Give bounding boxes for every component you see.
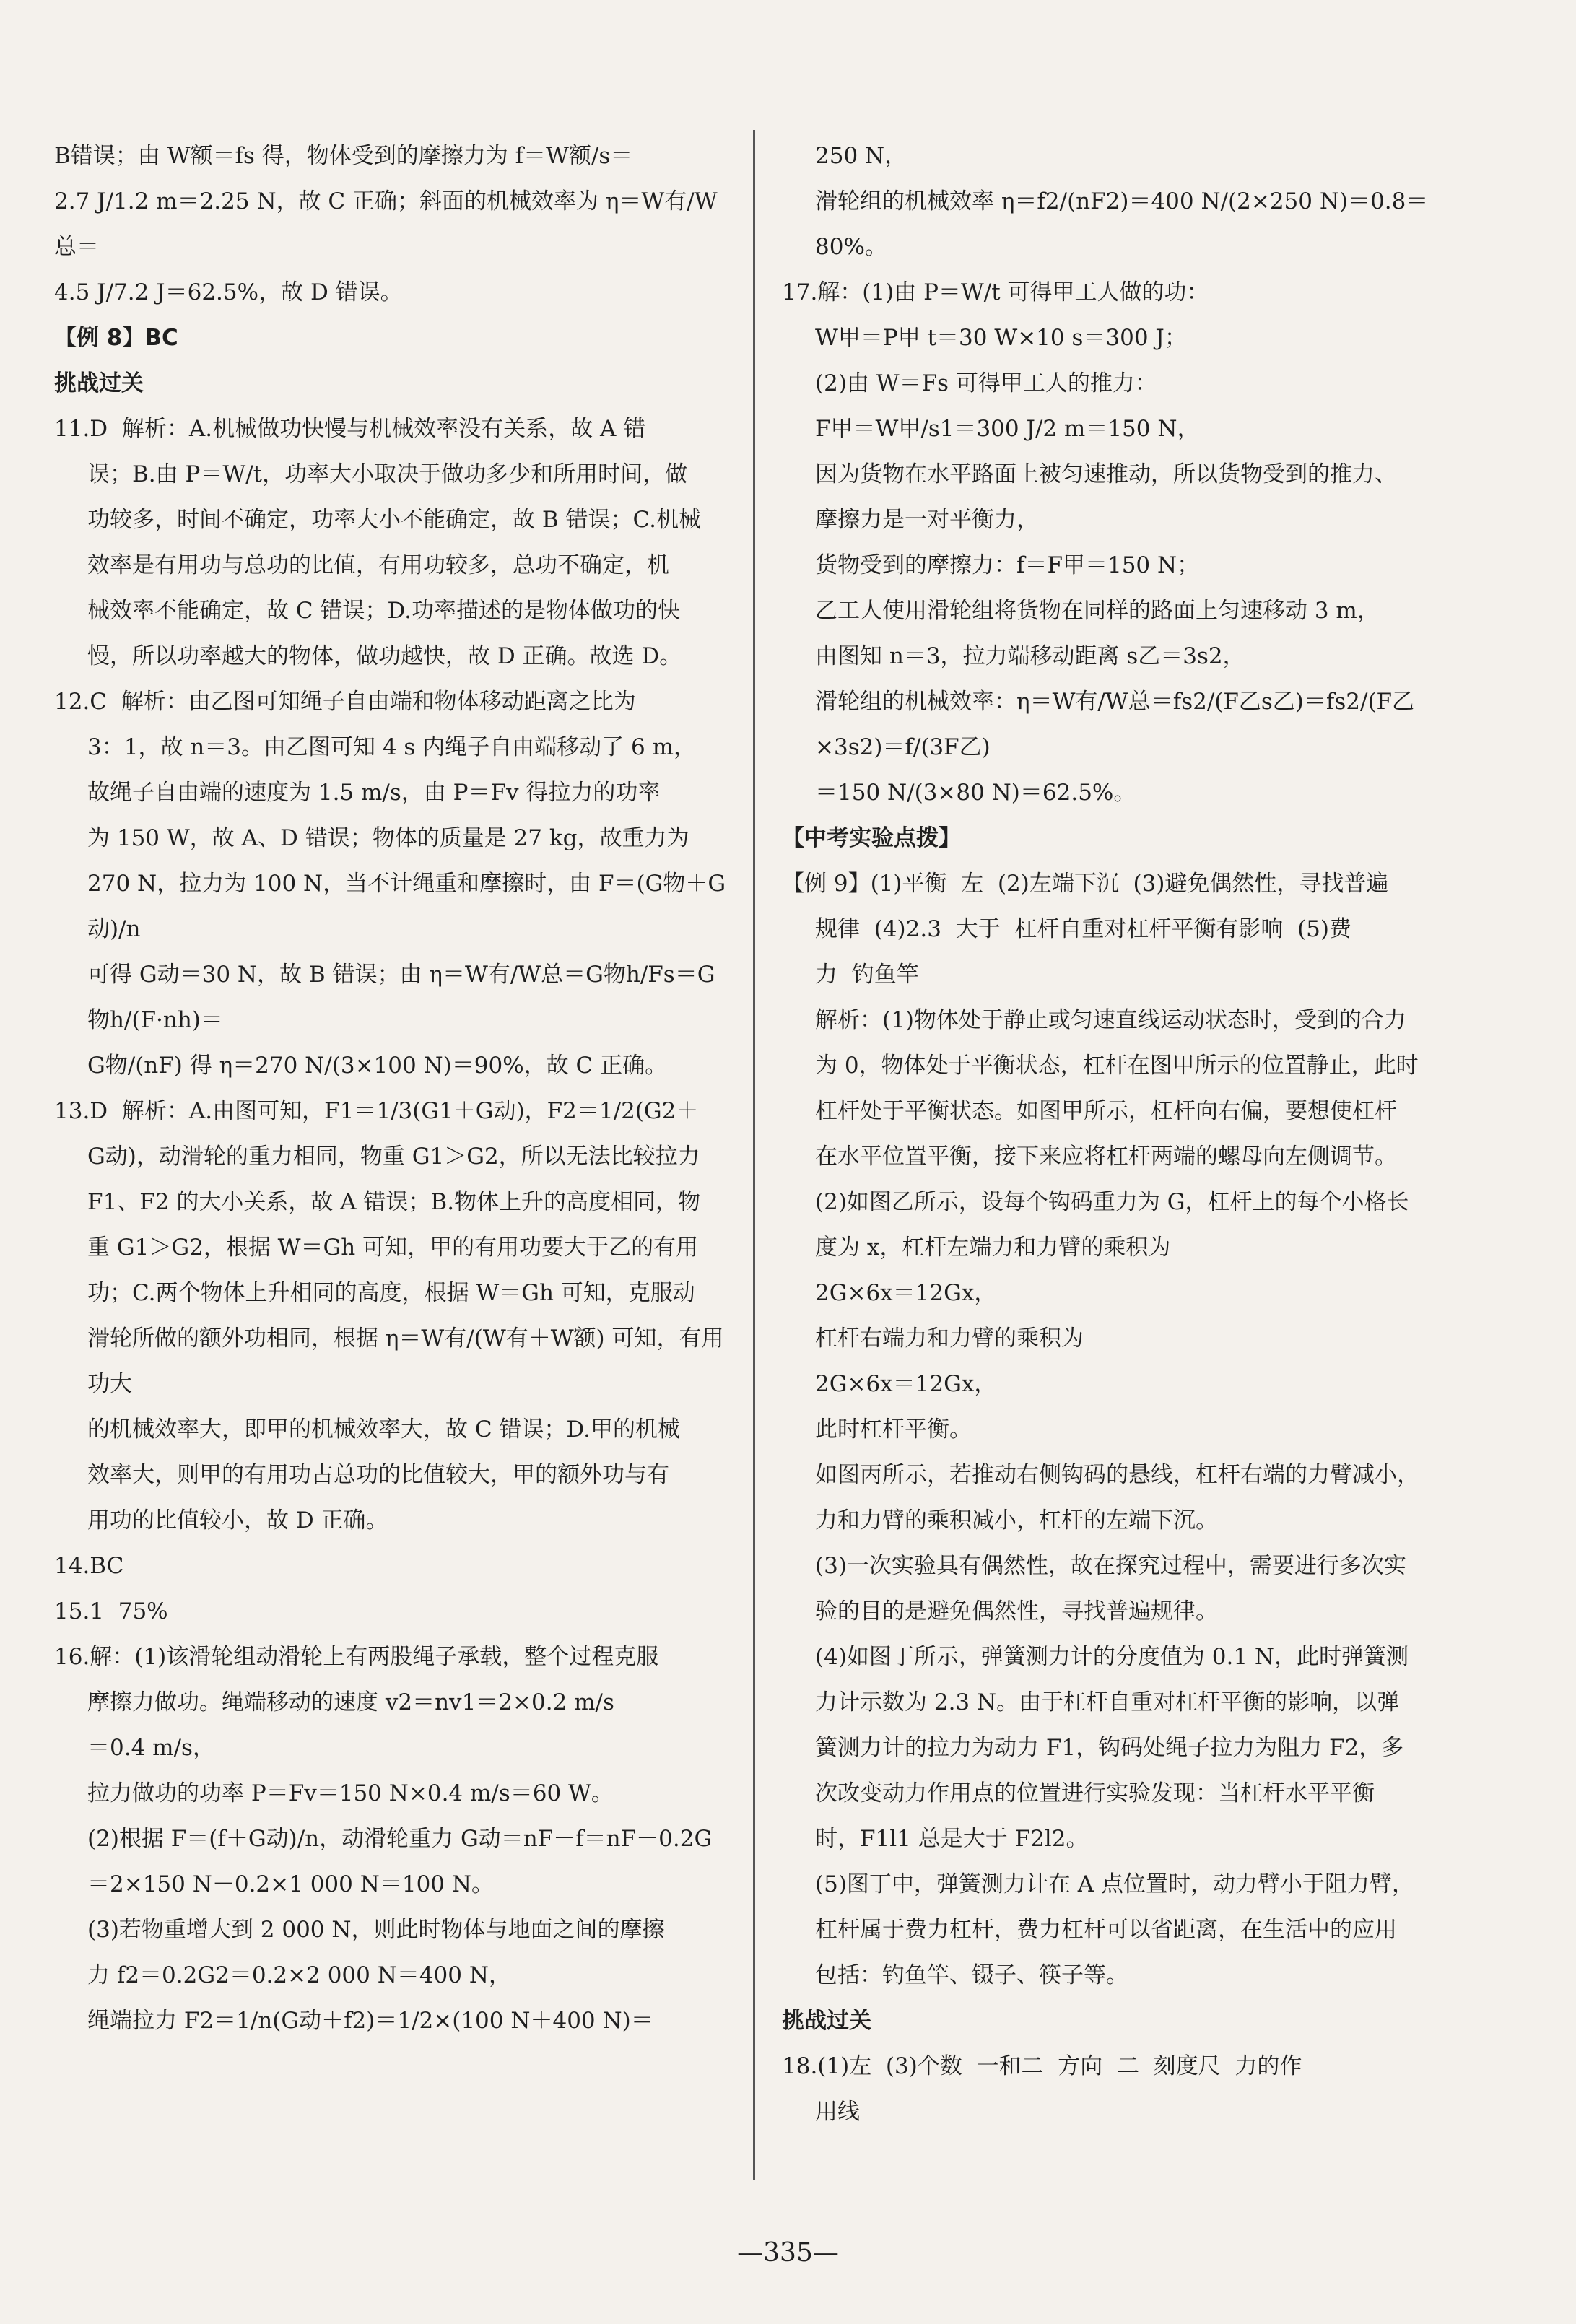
page-number: —335— <box>737 2238 839 2268</box>
text-line: 18.(1)左 (3)个数 一和二 方向 二 刻度尺 力的作 <box>782 2053 1302 2079</box>
text-line: 力和力臂的乘积减小，杠杆的左端下沉。 <box>815 1507 1218 1533</box>
text-line: (2)根据 F＝(f＋G动)/n，动滑轮重力 G动＝nF－f＝nF－0.2G <box>87 1826 713 1852</box>
left-column <box>54 134 727 2044</box>
text-line: 力 钓鱼竿 <box>815 962 919 988</box>
text-line: 解析：(1)物体处于静止或匀速直线运动状态时，受到的合力 <box>815 1007 1406 1033</box>
text-line: 杠杆属于费力杠杆，费力杠杆可以省距离，在生活中的应用 <box>815 1917 1397 1943</box>
text-line: 摩擦力是一对平衡力， <box>815 507 1039 533</box>
text-line: 时，F1l1 总是大于 F2l2。 <box>815 1826 1089 1852</box>
text-line: 270 N，拉力为 100 N，当不计绳重和摩擦时，由 F＝(G物＋G动)/n <box>87 871 726 942</box>
text-line: (3)一次实验具有偶然性，故在探究过程中，需要进行多次实 <box>815 1553 1406 1579</box>
text-line: 力 f2＝0.2G2＝0.2×2 000 N＝400 N， <box>87 1962 511 1988</box>
text-line: 效率是有用功与总功的比值，有用功较多，总功不确定，机 <box>87 552 669 578</box>
text-line: 在水平位置平衡，接下来应将杠杆两端的螺母向左侧调节。 <box>815 1144 1397 1170</box>
text-line: 滑轮组的机械效率 η＝f2/(nF2)＝400 N/(2×250 N)＝0.8＝80%。 <box>815 188 1429 260</box>
text-line: 械效率不能确定，故 C 错误；D.功率描述的是物体做功的快 <box>87 598 681 624</box>
text-line: F1、F2 的大小关系，故 A 错误；B.物体上升的高度相同，物 <box>87 1189 701 1215</box>
text-line: 的机械效率大，即甲的机械效率大，故 C 错误；D.甲的机械 <box>87 1416 681 1442</box>
text-line: (2)如图乙所示，设每个钩码重力为 G，杠杆上的每个小格长 <box>815 1189 1409 1215</box>
text-line: ＝2×150 N－0.2×1 000 N＝100 N。 <box>87 1871 494 1897</box>
text-line: 误；B.由 P＝W/t，功率大小取决于做功多少和所用时间，做 <box>87 461 688 487</box>
text-line: 17.解：(1)由 P＝W/t 可得甲工人做的功： <box>782 279 1209 305</box>
text-line: 因为货物在水平路面上被匀速推动，所以货物受到的推力、 <box>815 461 1397 487</box>
text-line: 慢，所以功率越大的物体，做功越快，故 D 正确。故选 D。 <box>87 643 682 669</box>
text-line: 货物受到的摩擦力：f＝F甲＝150 N； <box>815 552 1200 578</box>
text-line: 4.5 J/7.2 J＝62.5%，故 D 错误。 <box>54 279 403 305</box>
text-line: 如图丙所示，若推动右侧钩码的悬线，杠杆右端的力臂减小， <box>815 1462 1419 1488</box>
text-line: 挑战过关 <box>54 370 144 396</box>
text-line: G物/(nF) 得 η＝270 N/(3×100 N)＝90%，故 C 正确。 <box>87 1053 668 1079</box>
text-line: 拉力做功的功率 P＝Fv＝150 N×0.4 m/s＝60 W。 <box>87 1780 614 1806</box>
text-line: 此时杠杆平衡。 <box>815 1416 972 1442</box>
text-line: 摩擦力做功。绳端移动的速度 v2＝nv1＝2×0.2 m/s <box>87 1689 614 1715</box>
text-line: 11.D 解析：A.机械做功快慢与机械效率没有关系，故 A 错 <box>54 416 646 442</box>
text-line: 16.解：(1)该滑轮组动滑轮上有两股绳子承载，整个过程克服 <box>54 1644 659 1670</box>
text-line: 可得 G动＝30 N，故 B 错误；由 η＝W有/W总＝G物h/Fs＝G物h/(F·nh)＝ <box>87 962 715 1033</box>
text-line: 12.C 解析：由乙图可知绳子自由端和物体移动距离之比为 <box>54 689 636 715</box>
text-line: 效率大，则甲的有用功占总功的比值较大，甲的额外功与有 <box>87 1462 669 1488</box>
text-line: 2.7 J/1.2 m＝2.25 N，故 C 正确；斜面的机械效率为 η＝W有/W总＝ <box>54 188 718 260</box>
text-line: 验的目的是避免偶然性，寻找普遍规律。 <box>815 1598 1218 1624</box>
text-line: (2)由 W＝Fs 可得甲工人的推力： <box>815 370 1157 396</box>
text-line: 滑轮组的机械效率：η＝W有/W总＝fs2/(F乙s乙)＝fs2/(F乙×3s2)＝f/(3F乙) <box>815 689 1415 760</box>
text-line: 13.D 解析：A.由图可知，F1＝1/3(G1＋G动)，F2＝1/2(G2＋ <box>54 1098 699 1124</box>
text-line: 力计示数为 2.3 N。由于杠杆自重对杠杆平衡的影响，以弹 <box>815 1689 1400 1715</box>
text-line: 2G×6x＝12Gx， <box>815 1280 997 1306</box>
text-line: W甲＝P甲 t＝30 W×10 s＝300 J； <box>815 325 1187 351</box>
text-line: 滑轮所做的额外功相同，根据 η＝W有/(W有＋W额) 可知，有用功大 <box>87 1326 724 1397</box>
text-line: 由图知 n＝3，拉力端移动距离 s乙＝3s2， <box>815 643 1245 669</box>
text-line: 【例 8】BC <box>54 325 178 351</box>
text-line: 2G×6x＝12Gx， <box>815 1371 997 1397</box>
text-line: 簧测力计的拉力为动力 F1，钩码处绳子拉力为阻力 F2，多 <box>815 1735 1404 1761</box>
right-column <box>782 134 1460 2135</box>
text-line: 用线 <box>815 2099 860 2125</box>
text-line: (5)图丁中，弹簧测力计在 A 点位置时，动力臂小于阻力臂， <box>815 1871 1415 1897</box>
text-line: 度为 x，杠杆左端力和力臂的乘积为 <box>815 1235 1171 1261</box>
text-line: 乙工人使用滑轮组将货物在同样的路面上匀速移动 3 m， <box>815 598 1380 624</box>
text-line: B错误；由 W额＝fs 得，物体受到的摩擦力为 f＝W额/s＝ <box>54 143 633 169</box>
text-line: 重 G1＞G2，根据 W＝Gh 可知，甲的有用功要大于乙的有用 <box>87 1235 699 1261</box>
text-line: 包括：钓鱼竿、镊子、筷子等。 <box>815 1962 1128 1988</box>
text-line: G动)，动滑轮的重力相同，物重 G1＞G2，所以无法比较拉力 <box>87 1144 700 1170</box>
text-line: 为 0，物体处于平衡状态，杠杆在图甲所示的位置静止，此时 <box>815 1053 1419 1079</box>
text-line: 【例 9】(1)平衡 左 (2)左端下沉 (3)避免偶然性，寻找普遍 <box>782 871 1389 897</box>
text-line: ＝150 N/(3×80 N)＝62.5%。 <box>815 780 1136 806</box>
text-line: F甲＝W甲/s1＝300 J/2 m＝150 N， <box>815 416 1200 442</box>
text-line: 绳端拉力 F2＝1/n(G动＋f2)＝1/2×(100 N＋400 N)＝ <box>87 2008 653 2034</box>
text-line: 功；C.两个物体上升相同的高度，根据 W＝Gh 可知，克服动 <box>87 1280 695 1306</box>
text-line: 为 150 W，故 A、D 错误；物体的质量是 27 kg，故重力为 <box>87 825 689 851</box>
text-line: 14.BC <box>54 1553 124 1579</box>
text-line: 用功的比值较小，故 D 正确。 <box>87 1507 388 1533</box>
text-line: 杠杆处于平衡状态。如图甲所示，杠杆向右偏，要想使杠杆 <box>815 1098 1397 1124</box>
text-line: (3)若物重增大到 2 000 N，则此时物体与地面之间的摩擦 <box>87 1917 665 1943</box>
text-line: 3：1，故 n＝3。由乙图可知 4 s 内绳子自由端移动了 6 m， <box>87 734 697 760</box>
text-line: 250 N， <box>815 143 907 169</box>
text-line: 挑战过关 <box>782 2008 871 2034</box>
text-line: 故绳子自由端的速度为 1.5 m/s，由 P＝Fv 得拉力的功率 <box>87 780 661 806</box>
column-divider <box>753 130 755 2180</box>
text-line: 杠杆右端力和力臂的乘积为 <box>815 1326 1084 1352</box>
text-line: 次改变动力作用点的位置进行实验发现：当杠杆水平平衡 <box>815 1780 1375 1806</box>
text-line: 【中考实验点拨】 <box>782 825 961 851</box>
text-line: 规律 (4)2.3 大于 杠杆自重对杠杆平衡有影响 (5)费 <box>815 916 1351 942</box>
text-line: (4)如图丁所示，弹簧测力计的分度值为 0.1 N，此时弹簧测 <box>815 1644 1409 1670</box>
text-line: 15.1 75% <box>54 1598 168 1624</box>
text-line: 功较多，时间不确定，功率大小不能确定，故 B 错误；C.机械 <box>87 507 701 533</box>
text-line: ＝0.4 m/s， <box>87 1735 215 1761</box>
